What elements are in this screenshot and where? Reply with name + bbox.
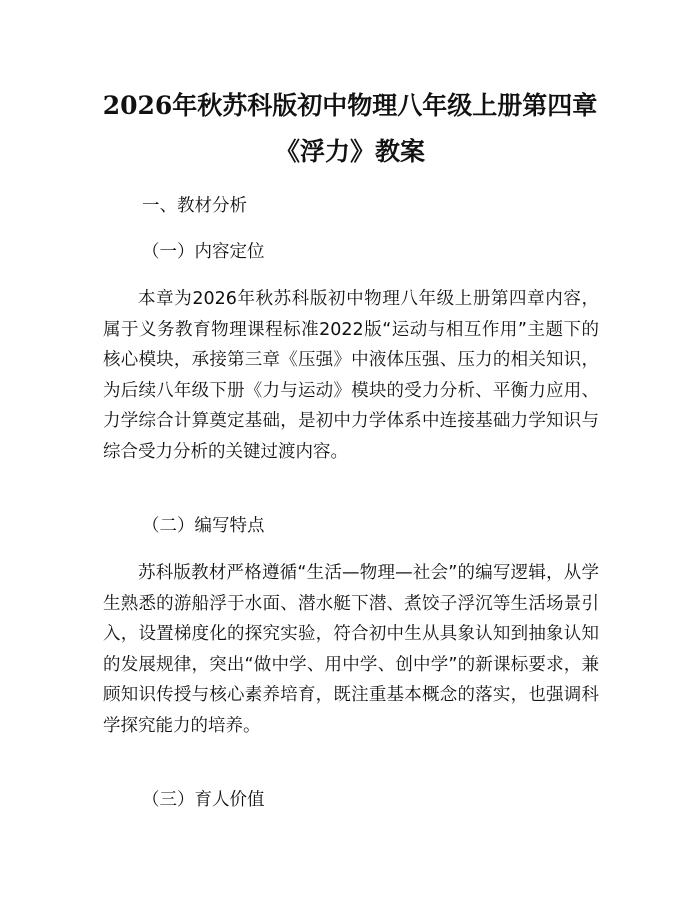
subsection-heading-content-positioning: （一）内容定位 [142, 242, 265, 262]
document-title-line-1: 2026年秋苏科版初中物理八年级上册第四章 [102, 91, 598, 120]
document-title-line-2: 《浮力》教案 [274, 137, 425, 166]
section-heading-teaching-material-analysis: 一、教材分析 [142, 196, 247, 216]
paragraph-writing-features: 苏科版教材严格遵循“生活—物理—社会”的编写逻辑，从学生熟悉的游船浮于水面、潜水艇下潜、煮饺子浮沉等生活场景引入，设置梯度化的探究实验，符合初中生从具象认知到抽象认知的发展规律，突出“做中学、用中学、创中学”的新课标要求，兼顾知识传授与核心素养培育，既注重基本概念的落实，也强调科学探究能力的培养。 [103, 563, 599, 736]
subsection-heading-educational-value: （三）育人价值 [142, 790, 265, 810]
subsection-heading-writing-features: （二）编写特点 [142, 516, 265, 536]
paragraph-content-positioning: 本章为2026年秋苏科版初中物理八年级上册第四章内容，属于义务教育物理课程标准2022版“运动与相互作用”主题下的核心模块，承接第三章《压强》中液体压强、压力的相关知识，为后续八年级下册《力与运动》模块的受力分析、平衡力应用、力学综合计算奠定基础，是初中力学体系中连接基础力学知识与综合受力分析的关键过渡内容。 [103, 289, 599, 462]
